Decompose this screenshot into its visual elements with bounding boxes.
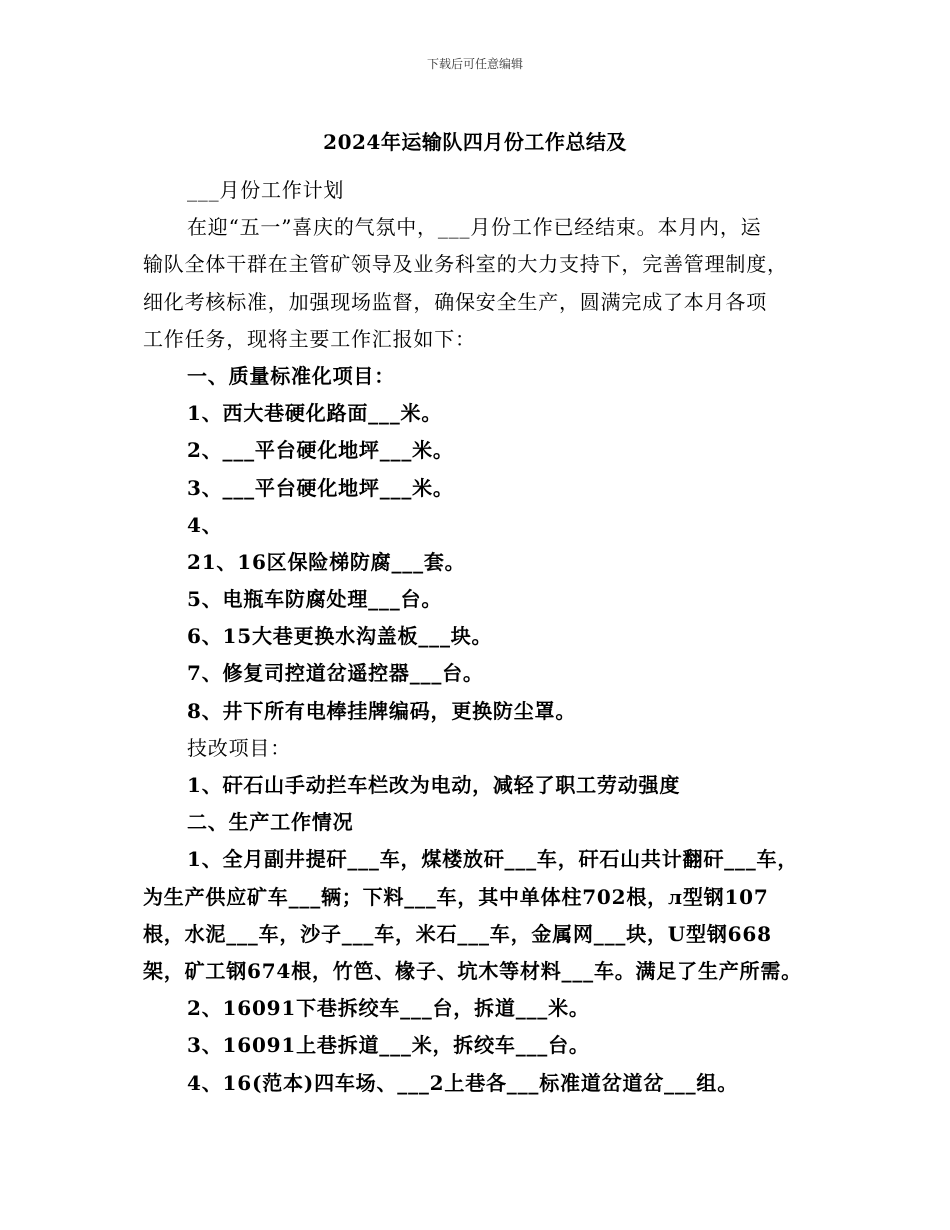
text-line: 细化考核标准，加强现场监督，确保安全生产，圆满完成了本月各项 (143, 289, 767, 314)
text-line: 一、质量标准化项目： (187, 363, 395, 388)
text-line: 技改项目： (187, 735, 291, 760)
text-line: 1、西大巷硬化路面___米。 (187, 401, 443, 426)
text-line: 4、16(范本)四车场、___2上巷各___标准道岔道岔___组。 (187, 1070, 738, 1095)
page-header-note: 下载后可任意编辑 (426, 57, 523, 71)
text-line: 在迎“五一”喜庆的气氛中，___月份工作已经结束。本月内，运 (187, 215, 762, 240)
text-line: 3、16091上巷拆道___米，拆绞车___台。 (187, 1033, 590, 1058)
text-line: 二、生产工作情况 (187, 810, 354, 835)
text-line: 输队全体干群在主管矿领导及业务科室的大力支持下，完善管理制度， (143, 252, 788, 277)
text-line: 8、井下所有电棒挂牌编码，更换防尘罩。 (187, 698, 577, 723)
document-title: 2024年运输队四月份工作总结及 (323, 130, 627, 154)
text-line: 6、15大巷更换水沟盖板___块。 (187, 624, 493, 649)
text-line: 1、矸石山手动拦车栏改为电动，减轻了职工劳动强度 (187, 773, 681, 797)
document-body (143, 172, 823, 1102)
text-line: ___月份工作计划 (187, 178, 345, 202)
text-line: 5、电瓶车防腐处理___台。 (187, 587, 443, 612)
text-line: 架，矿工钢674根，竹笆、椽子、坑木等材料___车。满足了生产所需。 (143, 958, 802, 983)
text-line: 4、 (187, 512, 223, 537)
text-line: 21、16区保险梯防腐___套。 (187, 549, 466, 574)
text-line: 根，水泥___车，沙子___车，米石___车，金属网___块，U型钢668 (143, 921, 772, 946)
text-line: 1、全月副井提矸___车，煤楼放矸___车，矸石山共计翻矸___车， (187, 847, 799, 872)
text-line: 为生产供应矿车___辆；下料___车，其中单体柱702根，л型钢107 (143, 884, 769, 909)
text-line: 2、16091下巷拆绞车___台，拆道___米。 (187, 996, 590, 1021)
text-line: 2、___平台硬化地坪___米。 (187, 438, 454, 463)
text-line: 3、___平台硬化地坪___米。 (187, 475, 454, 500)
text-line: 7、修复司控道岔遥控器___台。 (187, 661, 484, 686)
text-line: 工作任务，现将主要工作汇报如下： (143, 326, 476, 351)
